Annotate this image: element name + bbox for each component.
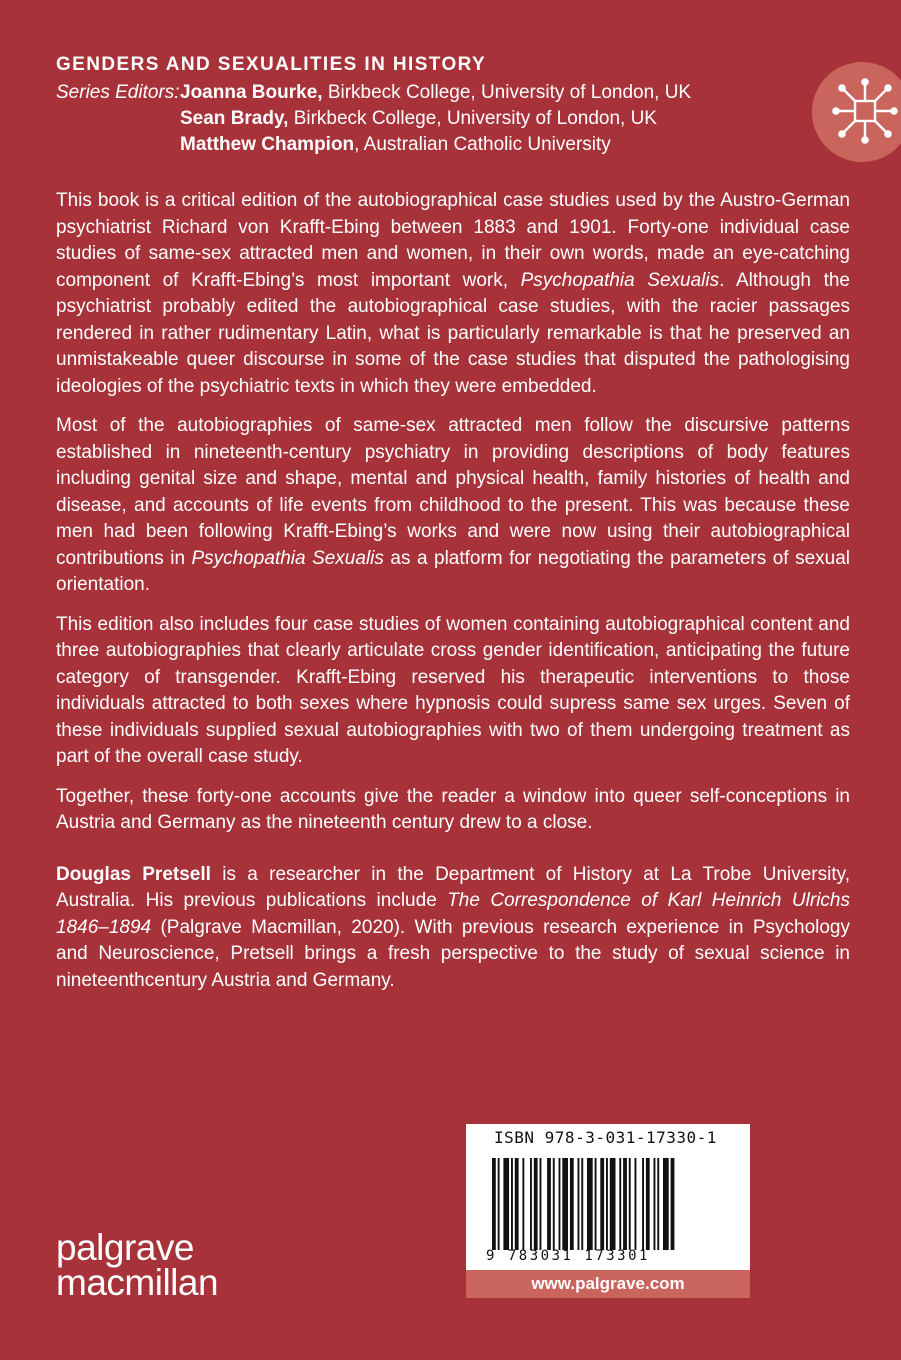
palgrave-macmillan-logo [56, 1227, 219, 1303]
series-editors [56, 80, 691, 158]
editor-row [56, 106, 691, 132]
editors-label: Series Editors: [56, 82, 180, 103]
previous-book-italic: The Correspondence of Karl Heinrich Ulrichs 1846–1894 [56, 890, 850, 938]
editor-affiliation: Birkbeck College, University of London, UK [322, 82, 692, 103]
logo-line: macmillan [56, 1262, 219, 1303]
editor-name: Sean Brady, [180, 108, 289, 129]
blurb-paragraph: This edition also includes four case studies of women containing autobiographical content and three autobiographies that clearly articulate cross gender identification, anticipating the future category of transgender. Krafft-Ebing reserved his therapeutic interventions to those individuals attracted to both sexes where hypnosis could supress same sex urges. Seven of these individuals supplied sexual autobiographies with two of them undergoing treatment as part of the overall case study. [56, 613, 850, 767]
blurb-paragraph: Most of the autobiographies of same-sex attracted men follow the discursive patterns established in nineteenth-century psychiatry in providing descriptions of body features including genital size and shape, mental and physical health, family histories of health and disease, and accounts of life events from childhood to the present. This was because these men had been following Krafft-Ebing’s works and were now using their autobiographical contributions in Psychopathia Sexualis as a platform for negotiating the parameters of sexual orientation. [56, 415, 850, 595]
editor-name: Joanna Bourke, [180, 82, 323, 103]
isbn-label: ISBN 978-3-031-17330-1 [494, 1128, 717, 1147]
publisher-url: www.palgrave.com [466, 1270, 750, 1298]
editor-row [56, 132, 691, 158]
back-cover-blurb [56, 188, 850, 1007]
blurb-paragraph: Together, these forty-one accounts give the reader a window into queer self-conceptions in Austria and Germany as the nineteenth century drew to a close. [56, 785, 850, 833]
barcode-bars [492, 1158, 724, 1250]
isbn-barcode [466, 1124, 750, 1270]
book-title-italic: Psychopathia Sexualis [191, 547, 384, 569]
logo-line: palgrave [56, 1227, 194, 1268]
author-bio: Douglas Pretsell is a researcher in the Department of History at La Trobe University, Australia. His previous publications include The Correspondence of Karl Heinrich Ulrichs 1846–1894 (Palgrave Macmillan, 2020). With previous research experience in Psychology and Neuroscience, Pretsell brings a fresh perspective to the study of sexual science in nineteenthcentury Austria and Germany. [56, 863, 850, 991]
editor-affiliation: Birkbeck College, University of London, UK [288, 108, 657, 129]
book-title-italic: Psychopathia Sexualis [520, 269, 720, 291]
palgrave-star-icon [812, 62, 901, 162]
series-title: GENDERS AND SEXUALITIES IN HISTORY [56, 54, 487, 75]
editor-row [56, 80, 691, 106]
barcode-digits: 9 783031 173301 [486, 1248, 650, 1264]
editor-name: Matthew Champion [180, 134, 355, 155]
blurb-paragraph: This book is a critical edition of the autobiographical case studies used by the Austro-German psychiatrist Richard von Krafft-Ebing between 1883 and 1901. Forty-one individual case studies of same-sex attracted men and women, in their own words, made an eye-catching component of Krafft-Ebing’s most important work, Psychopathia Sexualis. Although the psychiatrist probably edited the autobiographical case studies, with the racier passages rendered in rather rudimentary Latin, what is particularly remarkable is that he preserved an unmistakeable queer discourse in some of the case studies that disputed the pathologising ideologies of the psychiatric texts in which they were embedded. [56, 190, 850, 397]
author-name: Douglas Pretsell [56, 863, 211, 885]
editor-affiliation: , Australian Catholic University [354, 134, 611, 155]
